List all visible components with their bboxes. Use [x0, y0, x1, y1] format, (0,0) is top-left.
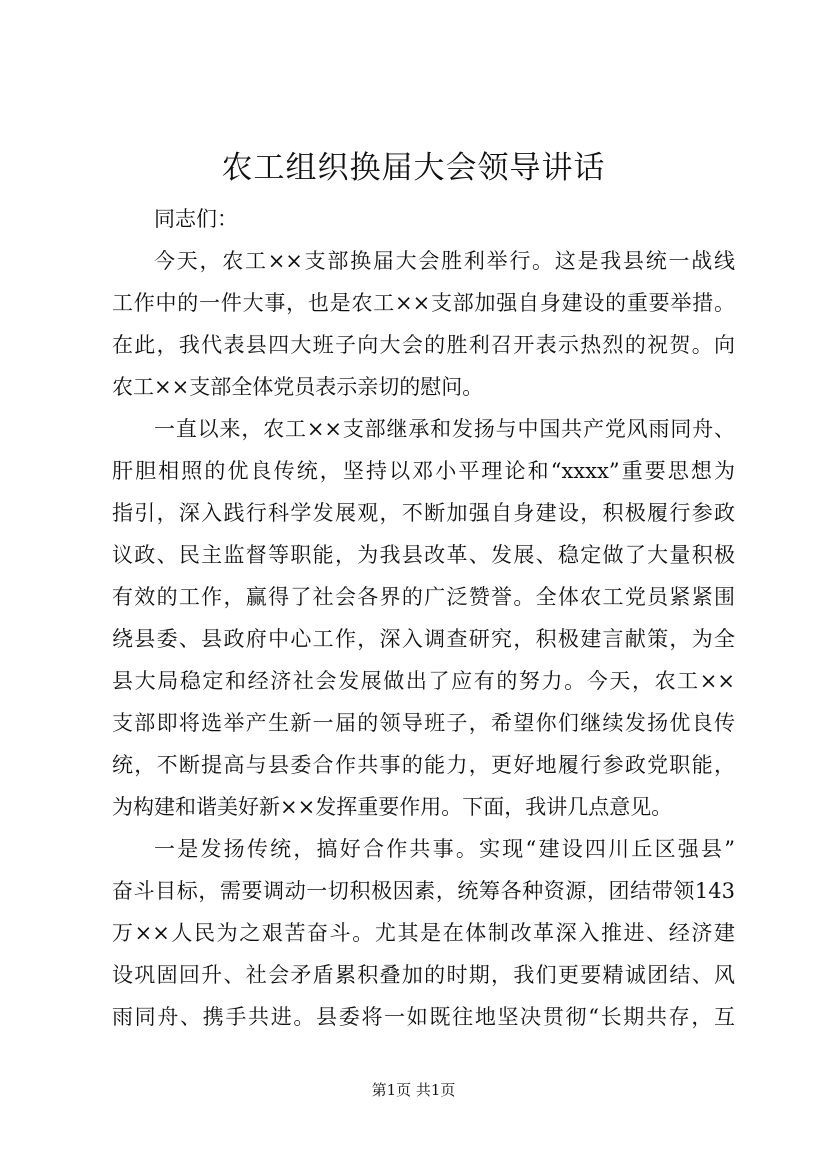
paragraph-line: 议政、民主监督等职能，为我县改革、发展、稳定做了大量积极: [112, 543, 735, 567]
paragraph-line: 工作中的一件大事，也是农工××支部加强自身建设的重要举措。: [112, 291, 735, 315]
paragraph-line: 绕县委、县政府中心工作，深入调查研究，积极建言献策，为全: [112, 627, 735, 651]
paragraph-line: 雨同舟、携手共进。县委将一如既往地坚决贯彻“长期共存，互: [112, 1005, 735, 1029]
paragraph-line: 指引，深入践行科学发展观，不断加强自身建设，积极履行参政: [112, 501, 735, 525]
paragraph-line: 设巩固回升、社会矛盾累积叠加的时期，我们更要精诚团结、风: [112, 963, 735, 987]
paragraph-line: 为构建和谐美好新××发挥重要作用。下面，我讲几点意见。: [112, 795, 673, 819]
paragraph-line: 今天，农工××支部换届大会胜利举行。这是我县统一战线: [154, 249, 735, 273]
paragraph-line: 万××人民为之艰苦奋斗。尤其是在体制改革深入推进、经济建: [112, 921, 735, 945]
salutation: 同志们：: [154, 207, 238, 231]
paragraph-line: 奋斗目标，需要调动一切积极因素，统筹各种资源，团结带领143: [112, 879, 735, 903]
paragraph-line: 统，不断提高与县委合作共事的能力，更好地履行参政党职能，: [112, 753, 735, 777]
paragraph-line: 一是发扬传统，搞好合作共事。实现“建设四川丘区强县”: [154, 837, 735, 861]
paragraph-line: 县大局稳定和经济社会发展做出了应有的努力。今天，农工××: [112, 669, 735, 693]
paragraph-line: 在此，我代表县四大班子向大会的胜利召开表示热烈的祝贺。向: [112, 333, 735, 357]
page-footer: 第1页 共1页: [371, 1081, 456, 1099]
paragraph-line: 农工××支部全体党员表示亲切的慰问。: [112, 375, 484, 399]
paragraph-line: 肝胆相照的优良传统，坚持以邓小平理论和“xxxx”重要思想为: [112, 459, 735, 483]
paragraph-line: 支部即将选举产生新一届的领导班子，希望你们继续发扬优良传: [112, 711, 735, 735]
paragraph-line: 有效的工作，赢得了社会各界的广泛赞誉。全体农工党员紧紧围: [112, 585, 735, 609]
paragraph-line: 一直以来，农工××支部继承和发扬与中国共产党风雨同舟、: [154, 417, 735, 441]
document-title: 农工组织换届大会领导讲话: [221, 150, 606, 186]
